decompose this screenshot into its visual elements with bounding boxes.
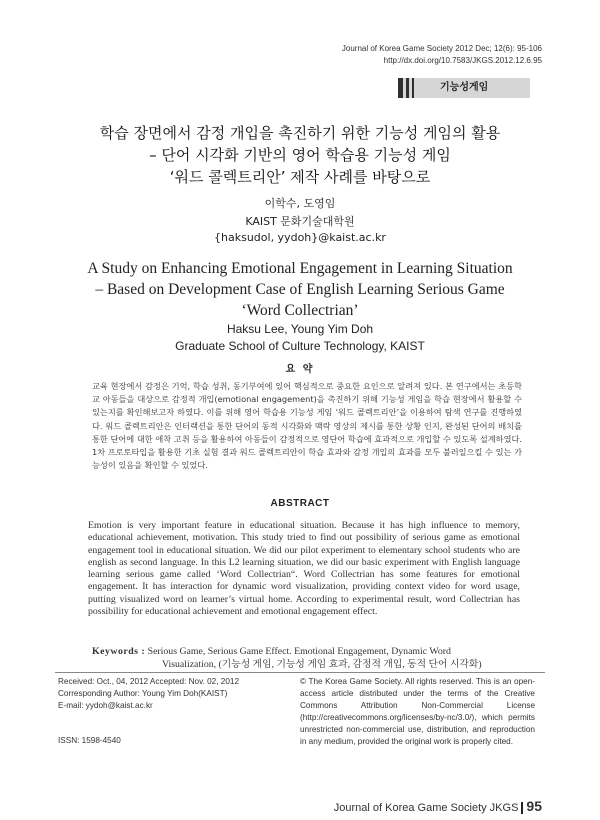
banner-stripe [406,78,409,98]
korean-title-line: – 단어 시각화 기반의 영어 학습용 기능성 게임 [149,146,451,164]
category-label: 기능성게임 [440,82,489,93]
footnote-email: E-mail: yydoh@kaist.ac.kr [58,701,153,710]
keywords-line: Visualization, (기능성 게임, 기능성 게임 효과, 감정적 개입, 동적 단어 시각화) [162,659,482,670]
korean-title-line: ‘워드 콜렉트리안’ 제작 사례를 바탕으로 [169,168,431,186]
journal-citation: Journal of Korea Game Society 2012 Dec; 12(6): 95-106 [341,44,542,53]
footer-journal: Journal of Korea Game Society JKGS [333,802,519,814]
english-abstract-heading: ABSTRACT [270,498,330,509]
korean-title-line: 학습 장면에서 감정 개입을 촉진하기 위한 기능성 게임의 활용 [99,124,501,142]
korean-authors: 이학수, 도영임 [264,197,336,210]
korean-title [60,122,540,188]
korean-affiliation: KAIST 문화기술대학원 [245,215,355,228]
page-number: 95 [526,798,542,814]
english-title-line: ‘Word Collectrian’ [241,302,359,319]
footnote-divider [55,672,545,673]
license-notice: © The Korea Game Society. All rights reserved. This is an open-access article distributed under the terms of the Creative Commons Attribution Non-Commercial License (http://creativecommons.org/licenses/by-nc/3.0/), which permits unrestricted non-commercial use, distribution, and reproduction in any medium, provided the original work is properly cited. [300,677,535,746]
korean-abstract-body: 교육 현장에서 감정은 기억, 학습 성취, 동기부여에 있어 핵심적으로 중요한 요인으로 알려져 있다. 본 연구에서는 초등학교 아동들을 대상으로 감정적 개입(emotional engagement)을 촉진하기 위해 기능성 게임을 학습 현장에서 활용할 수 있는지를 확인해보고자 하였다. 이를 위해 영어 학습용 기능성 게임 ‘워드 콜렉트리안’을 이용하여 탐색 연구를 진행하였다. 워드 콜렉트리안은 인터랙션을 통한 단어의 동적 시각화와 맥락 영상의 제시를 통한 상황 인지, 완성된 단어의 배치를 통한 단어에 대한 애착 고취 등을 활용하여 아동들이 감정적으로 영단어 학습에 효과적으로 개입할 수 있도록 설계하였다. 1차 프로토타입을 활용한 기초 실험 결과 워드 콜렉트리안이 학습 효과와 감정 개입의 효과를 모두 불러일으킬 수 있는 가능성이 있음을 확인할 수 있었다. [92,381,522,471]
banner-stripe [412,78,414,98]
english-title [40,258,560,321]
footnote-received: Received: Oct., 04, 2012 Accepted: Nov. 02, 2012 [58,677,239,686]
english-abstract-body: Emotion is very important feature in educational situation. Because it has high influence to memory, educational achievement, motivation. This study tried to find out possibility of serious game as emotional engagement tool in educational situation. We did our pilot experiment to elementary school students who are english as second language. In this L2 learning situation, we did our basic experiment with English language learning serious game called ‘Word Collectrian“. Word Collectrian has some features for emotional engagement. It has interaction for dynamic word visualization, providing context video for word usage, putting visualized word on learner’s virtual home. According to experimental result, word Collectrian has possibility for educational achievement and emotional engagement effect. [88,520,520,618]
doi-link[interactable]: http://dx.doi.org/10.7583/JKGS.2012.12.6.95 [383,56,542,65]
english-authors: Haksu Lee, Young Yim Doh [226,322,374,336]
english-affiliation: Graduate School of Culture Technology, KAIST [175,339,425,353]
keywords-line: Serious Game, Serious Game Effect. Emotional Engagement, Dynamic Word [147,646,451,657]
korean-abstract-heading: 요 약 [285,364,315,375]
category-banner [398,78,530,98]
page-footer [334,798,542,814]
keywords [92,645,522,671]
banner-stripe [398,78,403,98]
keywords-label: Keywords : [92,646,146,657]
footnote-corresponding: Corresponding Author: Young Yim Doh(KAIST) [58,689,228,698]
english-title-line: – Based on Development Case of English Learning Serious Game [95,281,505,298]
footnote-issn: ISSN: 1598-4540 [58,736,121,745]
english-title-line: A Study on Enhancing Emotional Engagement in Learning Situation [87,260,513,277]
author-email: {haksudol, yydoh}@kaist.ac.kr [214,231,386,244]
footer-separator [521,802,523,814]
